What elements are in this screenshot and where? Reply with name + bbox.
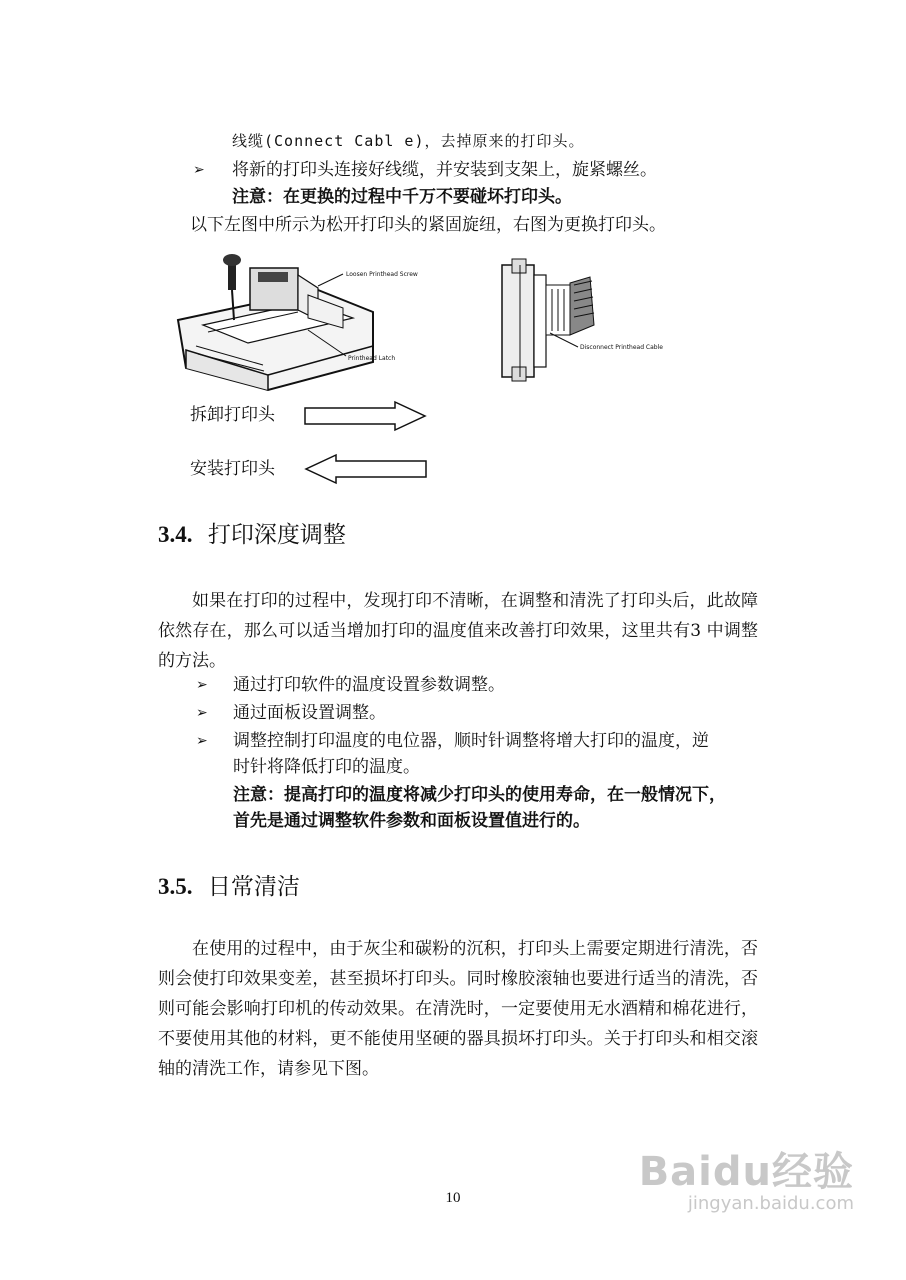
bullet-panel-setting: 通过面板设置调整。	[233, 703, 386, 723]
section-number: 3.4.	[158, 522, 193, 547]
arrow-right-icon	[303, 400, 428, 432]
paragraph-text: 在使用的过程中，由于灰尘和碳粉的沉积，打印头上需要定期进行清洗，否则会使打印效果变差，甚至损坏打印头。同时橡胶滚轴也要进行适当的清洗，否则可能会影响打印机的传动效果。在清洗时，一定要使用无水酒精和棉花进行，不要使用其他的材料，更不能使用坚硬的器具损坏打印头。关于打印头和相交滚轴的清洗工作，请参见下图。	[158, 939, 758, 1079]
section-number: 3.5.	[158, 874, 193, 899]
note-careful: 注意：在更换的过程中千万不要碰坏打印头。	[232, 187, 572, 207]
note-lifespan-line1: 注意：提高打印的温度将减少打印头的使用寿命，在一般情况下，	[233, 785, 726, 805]
figure-caption: 以下左图中所示为松开打印头的紧固旋纽，右图为更换打印头。	[190, 215, 666, 235]
printer-illustration	[168, 250, 438, 400]
cable-text: 线缆(Connect Cabl e)，去掉原来的打印头。	[232, 132, 585, 150]
bullet-install-new-head: 将新的打印头连接好线缆，并安装到支架上，旋紧螺丝。	[232, 160, 657, 180]
section-3-5-heading	[158, 872, 300, 902]
note-lifespan-line2: 首先是通过调整软件参数和面板设置值进行的。	[233, 811, 590, 831]
arrow-left-icon	[303, 453, 428, 485]
bullet-arrow-icon: ➢	[196, 733, 208, 749]
bullet-arrow-icon: ➢	[196, 705, 208, 721]
section-title: 日常清洁	[207, 874, 300, 900]
bullet-software-temp: 通过打印软件的温度设置参数调整。	[233, 675, 505, 695]
bullet-arrow-icon: ➢	[193, 162, 205, 178]
watermark-logo-text: Baidu经验	[638, 1149, 854, 1195]
bullet-potentiometer-cont: 时针将降低打印的温度。	[233, 757, 420, 777]
install-printhead-label: 安装打印头	[190, 459, 275, 479]
bullet-potentiometer: 调整控制打印温度的电位器，顺时针调整将增大打印的温度，逆	[233, 731, 709, 751]
page-number: 10	[445, 1190, 461, 1206]
section-3-5-paragraph	[158, 934, 758, 1084]
remove-printhead-label: 拆卸打印头	[190, 405, 275, 425]
paragraph-text: 如果在打印的过程中，发现打印不清晰，在调整和清洗了打印头后，此故障依然存在，那么可以适当增加打印的温度值来改善打印效果，这里共有3 中调整的方法。	[158, 591, 758, 671]
section-3-4-heading	[158, 520, 346, 550]
label-loosen-screw: Loosen Printhead Screw	[346, 271, 418, 278]
continuation-line	[232, 128, 585, 154]
label-printhead-latch: Printhead Latch	[348, 355, 396, 362]
section-title: 打印深度调整	[207, 522, 346, 548]
watermark-url: jingyan.baidu.com	[687, 1193, 854, 1214]
bullet-arrow-icon: ➢	[196, 677, 208, 693]
baidu-watermark	[639, 1140, 854, 1214]
section-3-4-paragraph	[158, 586, 758, 676]
printhead-illustration	[490, 255, 680, 385]
label-disconnect-cable: Disconnect Printhead Cable	[580, 344, 663, 351]
